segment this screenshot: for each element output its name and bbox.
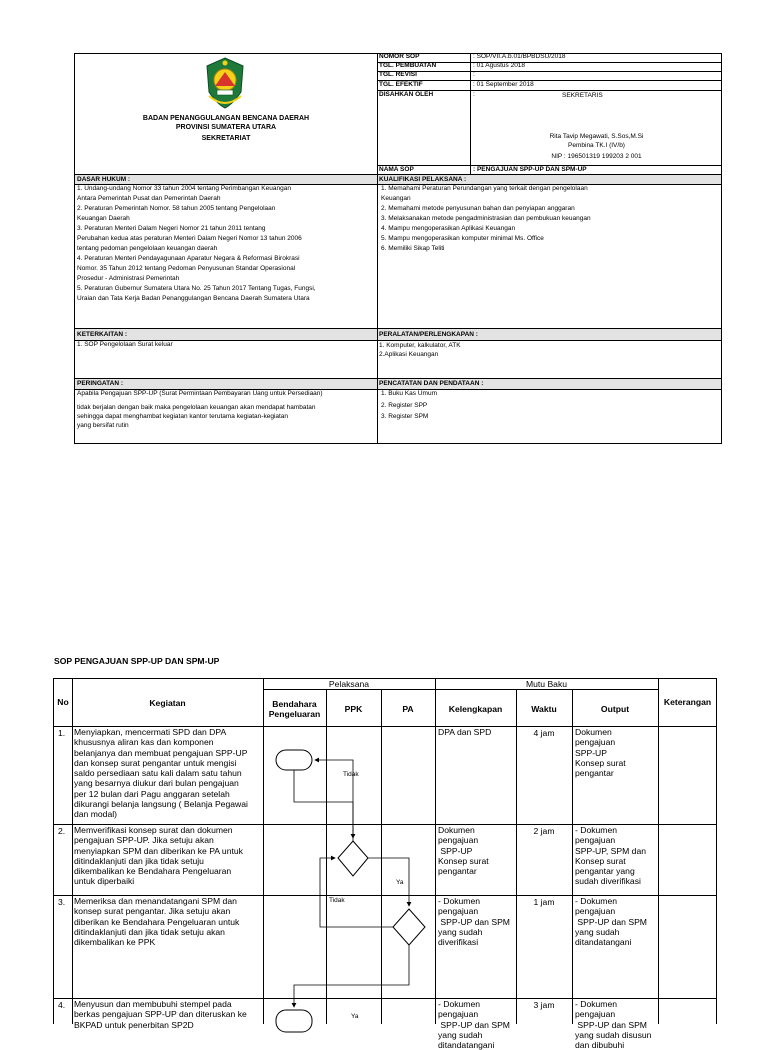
tgl-revisi-value: :	[473, 71, 475, 78]
org-name-line2: PROVINSI SUMATERA UTARA	[175, 124, 277, 131]
row-waktu: 3 jam	[533, 1000, 555, 1010]
output-line: sudah diverifikasi	[575, 876, 641, 887]
flow-label-ya: Ya	[351, 1013, 359, 1020]
kegiatan-line: diberikan ke Bendahara Pengeluaran untuk	[74, 916, 240, 927]
output-line: Dokumen	[575, 727, 612, 737]
kegiatan-line: belanjanya dan membuat pengajuan SPP-UP	[74, 747, 248, 758]
kegiatan-line: yang besarnya diukur dari bulan pengajuan	[74, 778, 239, 789]
header-pelaksana: Pelaksana	[328, 679, 370, 689]
peringatan-line: sehingga dapat menghambat kegiatan kantor terutama kegiatan-kegiatan	[77, 413, 289, 420]
flow-label-tidak: Tidak	[329, 897, 345, 904]
header-bendahara: Bendahara Pengeluaran	[268, 699, 321, 720]
kelengkapan-line: pengajuan	[438, 906, 479, 917]
kegiatan-line: pengajuan SPP-UP. Jika setuju akan	[74, 835, 214, 846]
kegiatan-line: ditindaklanjuti dan jika tidak setuju akan	[74, 926, 225, 937]
flow-decision-ppk	[338, 841, 368, 876]
pencatatan-line: 3. Register SPM	[381, 413, 429, 420]
row-waktu: 4 jam	[533, 728, 555, 738]
header-pa: PA	[402, 704, 414, 714]
signer-name: Rita Tavip Megawati, S.Sos,M.Si	[549, 133, 644, 140]
output-line: pengajuan	[575, 906, 616, 917]
signer-nip: NIP : 196501319 199203 2 001	[551, 153, 642, 160]
dasar-hukum-line: 5. Peraturan Gubernur Sumatera Utara No. 25 Tahun 2017 Tentang Tugas, Fungsi,	[77, 285, 316, 292]
nomor-sop-value: : SOP/VII.A.b.01/BPBDSU/2018	[473, 53, 566, 60]
nomor-sop-label: NOMOR SOP	[379, 53, 420, 60]
tgl-efektif-label: TGL. EFEKTIF	[379, 81, 423, 88]
kegiatan-line: berkas pengajuan SPP-UP dan diteruskan ke	[74, 1009, 247, 1020]
org-name-line1: BADAN PENANGGULANGAN BENCANA DAERAH	[142, 115, 310, 122]
header-kegiatan: Kegiatan	[149, 698, 186, 708]
kegiatan-line: saldo persediaan satu kali dalam satu tahun	[74, 768, 242, 779]
flow-title: SOP PENGAJUAN SPP-UP DAN SPM-UP	[54, 656, 220, 666]
tgl-revisi-label: TGL. REVISI	[379, 71, 417, 78]
kegiatan-line: Menyiapkan, mencermati SPD dan DPA	[74, 727, 227, 737]
output-line: - Dokumen	[575, 896, 618, 906]
keterkaitan-line: 1. SOP Pengelolaan Surat keluar	[77, 341, 173, 348]
row-waktu: 1 jam	[533, 897, 555, 907]
peringatan-title: PERINGATAN :	[77, 380, 123, 387]
kelengkapan-line: SPP-UP	[438, 845, 473, 856]
output-line: yang sudah	[575, 926, 620, 937]
tgl-pembuatan-value: : 01 Agustus 2018	[473, 62, 526, 69]
dasar-hukum-title: DASAR HUKUM :	[77, 176, 131, 183]
kelengkapan-line: pengajuan	[438, 835, 479, 846]
kelengkapan-line: ditandatangani	[438, 1040, 495, 1050]
disahkan-oleh-value: :	[473, 91, 475, 98]
output-line: - Dokumen	[575, 825, 618, 835]
kegiatan-line: konsep surat pengantar. Jika setuju akan	[74, 906, 231, 917]
dasar-hukum-line: Perubahan kedua atas peraturan Menteri Dalam Negeri Nomor 13 tahun 2006	[77, 235, 302, 242]
dasar-hukum-line: 2. Peraturan Pemerintah Nomor. 58 tahun 2005 tentang Pengelolaan	[77, 205, 276, 212]
peralatan-line: 2.Aplikasi Keuangan	[379, 351, 439, 358]
kelengkapan-line: DPA dan SPD	[438, 727, 492, 737]
flow-connector	[294, 770, 353, 838]
peringatan-line: tidak berjalan dengan baik maka pengelolaan keuangan akan mendapat hambatan	[77, 404, 316, 411]
org-name-line3: SEKRETARIAT	[201, 135, 251, 142]
dasar-hukum-line: Uraian dan Tata Kerja Badan Penanggulangan Bencana Daerah Sumatera Utara	[77, 295, 310, 302]
output-line: - Dokumen	[575, 999, 618, 1009]
row-no: 3.	[58, 897, 66, 907]
peringatan-line: Apabila Pengajuan SPP-UP (Surat Permintaan Pembayaran Uang untuk Persediaan)	[77, 390, 323, 397]
dasar-hukum-line: Nomor. 35 Tahun 2012 tentang Pedoman Penyusunan Standar Operasional	[77, 265, 296, 272]
kegiatan-line: BKPAD untuk penerbitan SP2D	[74, 1019, 194, 1030]
output-line: SPP-UP, SPM dan	[575, 845, 647, 856]
peralatan-title: PERALATAN/PERLENGKAPAN :	[379, 331, 478, 338]
dasar-hukum-line: Prosedur - Administrasi Pemerintah	[77, 275, 180, 282]
flow-start-terminator	[276, 750, 312, 770]
dasar-hukum-line: Keuangan Daerah	[77, 215, 130, 222]
kegiatan-line: per 12 bulan dari Pagu anggaran setelah	[74, 788, 230, 799]
nama-sop-label: NAMA SOP	[379, 166, 414, 173]
kegiatan-line: dikembalikan ke PPK	[74, 937, 156, 948]
keterkaitan-title: KETERKAITAN :	[77, 331, 128, 338]
output-line: yang sudah disusun	[575, 1029, 652, 1040]
kegiatan-line: untuk diperbaiki	[74, 876, 135, 887]
kualifikasi-title: KUALIFIKASI PELAKSANA :	[379, 176, 467, 183]
nama-sop-value: : PENGAJUAN SPP-UP DAN SPM-UP	[473, 166, 587, 173]
peralatan-line: 1. Komputer, kalkulator, ATK	[379, 342, 461, 349]
kelengkapan-line: Konsep surat	[438, 855, 489, 866]
output-line: pengajuan	[575, 1009, 616, 1020]
output-line: dan dibubuhi	[575, 1040, 625, 1050]
kegiatan-line: Memeriksa dan menandatangani SPM dan	[74, 896, 237, 906]
flow-process-bendahara	[276, 1010, 312, 1032]
flow-decision-pa	[393, 909, 425, 945]
header-output: Output	[600, 704, 630, 714]
kelengkapan-line: yang sudah	[438, 1029, 483, 1040]
output-line: pengajuan	[575, 835, 616, 846]
tgl-pembuatan-label: TGL. PEMBUATAN	[379, 62, 437, 69]
kegiatan-line: ditindaklanjuti dan jika tidak setuju	[74, 855, 204, 866]
kegiatan-line: dan konsep surat pengantar untuk mengisi	[74, 757, 237, 768]
kualifikasi-line: 3. Melaksanakan metode pengadministrasian dan pembukuan keuangan	[381, 215, 591, 222]
kualifikasi-line: 1. Memahami Peraturan Perundangan yang terkait dengan pengelolaan	[381, 185, 588, 192]
kelengkapan-line: - Dokumen	[438, 896, 481, 906]
output-line: pengajuan	[575, 737, 616, 748]
header-kelengkapan: Kelengkapan	[448, 704, 503, 714]
kelengkapan-line: diverifikasi	[438, 937, 479, 948]
header-no: No	[57, 697, 69, 707]
row-no: 4.	[58, 1000, 66, 1010]
kualifikasi-line: 6. Memiliki Sikap Teliti	[381, 245, 445, 252]
dasar-hukum-line: Antara Pemerintah Pusat dan Pemerintah Daerah	[77, 195, 221, 202]
pencatatan-line: 1. Buku Kas Umum	[381, 390, 437, 397]
flow-label-ya: Ya	[396, 879, 404, 886]
peringatan-line: yang bersifat rutin	[77, 422, 129, 429]
kegiatan-line: Menyusun dan membubuhi stempel pada	[74, 999, 232, 1009]
output-line: SPP-UP dan SPM	[575, 1019, 647, 1030]
kelengkapan-line: - Dokumen	[438, 999, 481, 1009]
kelengkapan-line: yang sudah	[438, 926, 483, 937]
header-waktu: Waktu	[531, 704, 557, 714]
output-line: ditandatangani	[575, 937, 632, 948]
kelengkapan-line: Dokumen	[438, 825, 475, 835]
row-no: 2.	[58, 826, 66, 836]
kualifikasi-line: 4. Mampu mengoperasikan Aplikasi Keuangan	[381, 225, 516, 232]
output-line: pengantar yang	[575, 866, 635, 877]
dasar-hukum-line: tentang pedoman pengelolaan keuangan daerah	[77, 245, 218, 252]
output-line: Konsep surat	[575, 757, 626, 768]
output-line: pengantar	[575, 768, 614, 779]
kegiatan-line: menyiapkan SPM dan diberikan ke PA untuk	[74, 845, 243, 856]
kelengkapan-line: pengantar	[438, 866, 477, 877]
signer-title: SEKRETARIS	[562, 92, 603, 99]
flow-connector	[294, 945, 409, 1007]
output-line: SPP-UP	[575, 747, 607, 758]
output-line: Konsep surat	[575, 855, 626, 866]
tgl-efektif-value: : 01 September 2018	[473, 81, 534, 88]
flow-label-tidak: Tidak	[343, 771, 359, 778]
kualifikasi-line: 5. Mampu mengoperasikan komputer minimal Ms. Office	[381, 235, 544, 242]
kegiatan-line: khususnya aliran kas dan komponen	[74, 737, 214, 748]
row-waktu: 2 jam	[533, 826, 555, 836]
kegiatan-line: dikembalikan ke Bendahara Pengeluaran	[74, 866, 232, 877]
header-mutu-baku: Mutu Baku	[525, 679, 568, 689]
kelengkapan-line: SPP-UP dan SPM	[438, 1019, 510, 1030]
disahkan-oleh-label: DISAHKAN OLEH	[379, 91, 434, 98]
dasar-hukum-line: 4. Peraturan Menteri Pendayagunaan Aparatur Negara & Reformasi Birokrasi	[77, 255, 300, 262]
kegiatan-line: Memverifikasi konsep surat dan dokumen	[74, 825, 233, 835]
output-line: SPP-UP dan SPM	[575, 916, 647, 927]
pencatatan-line: 2. Register SPP	[381, 402, 428, 409]
kelengkapan-line: pengajuan	[438, 1009, 479, 1020]
header-keterangan: Keterangan	[663, 697, 712, 707]
kualifikasi-line: Keuangan	[381, 195, 411, 202]
pencatatan-title: PENCATATAN DAN PENDATAAN :	[379, 380, 484, 387]
row-no: 1.	[58, 728, 66, 738]
dasar-hukum-line: 3. Peraturan Menteri Dalam Negeri Nomor 21 tahun 2011 tentang	[77, 225, 266, 232]
header-ppk: PPK	[344, 704, 363, 714]
kelengkapan-line: SPP-UP dan SPM	[438, 916, 510, 927]
kegiatan-line: dikurangi belanja langsung ( Belanja Pegawai	[74, 799, 248, 810]
dasar-hukum-line: 1. Undang-undang Nomor 33 tahun 2004 tentang Perimbangan Keuangan	[77, 185, 291, 192]
kualifikasi-line: 2. Memahami metode penyusunan bahan dan penyiapan anggaran	[381, 205, 575, 212]
signer-rank: Pembina TK.I (IV/b)	[568, 142, 625, 149]
kegiatan-line: dan modal)	[74, 809, 117, 820]
